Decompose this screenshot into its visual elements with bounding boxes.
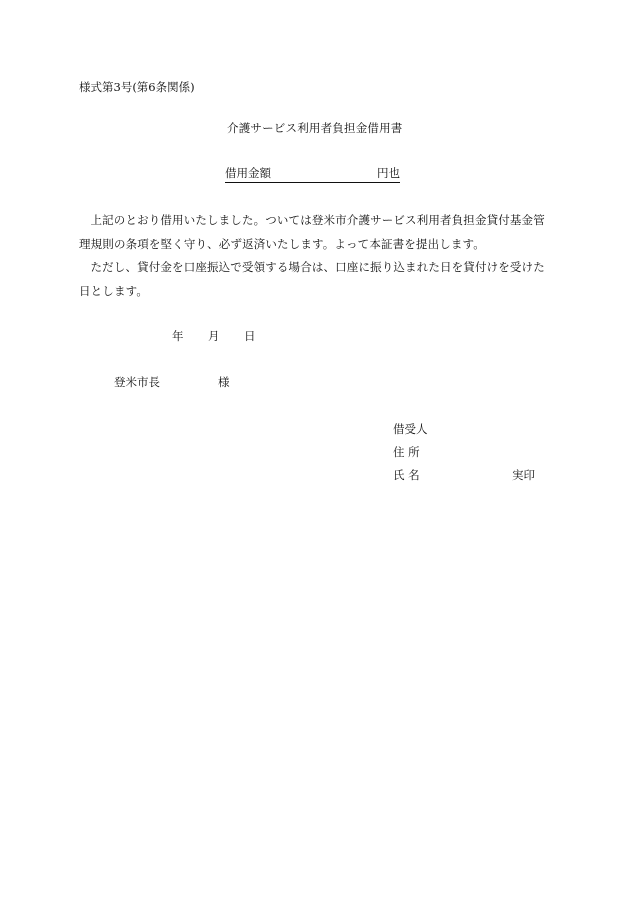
borrower-heading: 借受人 (393, 422, 428, 436)
loan-amount-underline (225, 182, 400, 183)
body-paragraph-2: ただし、貸付金を口座振込で受領する場合は、口座に振り込まれた日を貸付けを受けた日とします。 (79, 260, 545, 298)
document-title: 介護サービス利用者負担金借用書 (227, 121, 403, 135)
date-year-label: 年 (172, 329, 184, 343)
addressee-name: 登米市長 (114, 375, 160, 389)
loan-amount-label: 借用金額 (225, 166, 271, 180)
date-month-label: 月 (208, 329, 220, 343)
borrower-address-label: 住 所 (393, 445, 420, 459)
addressee-honorific: 様 (218, 375, 230, 389)
seal-label: 実印 (512, 468, 535, 482)
form-number: 様式第3号(第6条関係) (79, 80, 195, 94)
borrower-name-label: 氏 名 (393, 468, 420, 482)
date-day-label: 日 (244, 329, 256, 343)
loan-amount-unit: 円也 (377, 166, 400, 180)
body-paragraph-1: 上記のとおり借用いたしました。ついては登米市介護サービス利用者負担金貸付基金管理規則の条項を堅く守り、必ず返済いたします。よって本証書を提出します。 (79, 213, 545, 251)
